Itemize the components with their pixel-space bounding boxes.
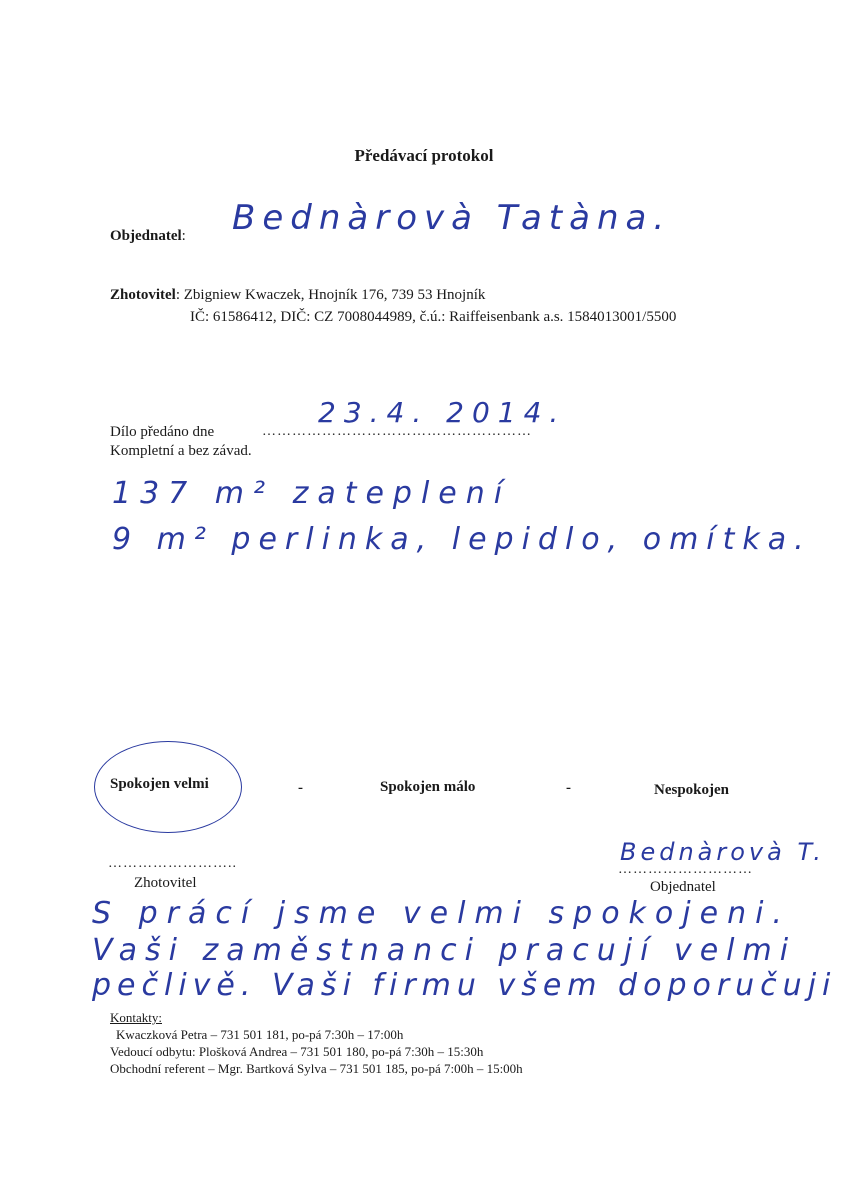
zhotovitel-signature-dots: …………………….. bbox=[108, 856, 237, 871]
handover-status: Kompletní a bez závad. bbox=[110, 443, 252, 459]
handwritten-note-line3: pečlivě. Vaši firmu všem doporučuji bbox=[92, 968, 837, 1003]
zhotovitel-ids: IČ: 61586412, DIČ: CZ 7008044989, č.ú.: Raiffeisenbank a.s. 1584013001/5500 bbox=[190, 309, 677, 325]
handwritten-item-2: 9 m² perlinka, lepidlo, omítka. bbox=[112, 522, 812, 557]
satisfaction-option-unsatisfied: Nespokojen bbox=[654, 782, 730, 798]
zhotovitel-address: : Zbigniew Kwaczek, Hnojník 176, 739 53 Hnojník bbox=[175, 287, 486, 303]
handwritten-item-1: 137 m² zateplení bbox=[112, 476, 512, 511]
objednatel-label: Objednatel bbox=[110, 228, 182, 244]
objednatel-handwritten-name: Bednàrovà Tatàna. bbox=[232, 198, 672, 238]
contacts-heading: Kontakty: bbox=[110, 1010, 162, 1025]
satisfaction-option-very-satisfied: Spokojen velmi bbox=[110, 776, 209, 792]
satisfaction-dash-1: - bbox=[298, 780, 303, 796]
objednatel-handwritten-signature: Bednàrovà T. bbox=[620, 838, 825, 866]
zhotovitel-line1-group bbox=[110, 287, 485, 304]
handover-handwritten-date: 23.4. 2014. bbox=[318, 396, 567, 429]
objednatel-label-group bbox=[110, 228, 186, 245]
handover-date-dots: ……………………………………………… bbox=[262, 424, 532, 439]
handover-label: Dílo předáno dne bbox=[110, 424, 215, 440]
handwritten-note-line1: S prácí jsme velmi spokojeni. bbox=[92, 896, 791, 931]
satisfaction-dash-2: - bbox=[566, 780, 571, 796]
contact-line-2: Vedoucí odbytu: Plošková Andrea – 731 501 180, po-pá 7:30h – 15:30h bbox=[110, 1044, 484, 1059]
satisfaction-option-little-satisfied: Spokojen málo bbox=[380, 779, 476, 795]
objednatel-colon: : bbox=[181, 228, 186, 244]
contact-line-3: Obchodní referent – Mgr. Bartková Sylva – 731 501 185, po-pá 7:00h – 15:00h bbox=[110, 1061, 523, 1076]
document-title: Předávací protokol bbox=[354, 146, 494, 165]
objednatel-signature-dots: ……………………… bbox=[618, 862, 753, 877]
objednatel-signature-label: Objednatel bbox=[650, 879, 716, 895]
zhotovitel-label: Zhotovitel bbox=[110, 287, 176, 303]
contact-line-1: Kwaczková Petra – 731 501 181, po-pá 7:30h – 17:00h bbox=[116, 1027, 404, 1042]
handwritten-note-line2: Vaši zaměstnanci pracují velmi bbox=[92, 933, 797, 968]
zhotovitel-signature-label: Zhotovitel bbox=[134, 875, 197, 891]
